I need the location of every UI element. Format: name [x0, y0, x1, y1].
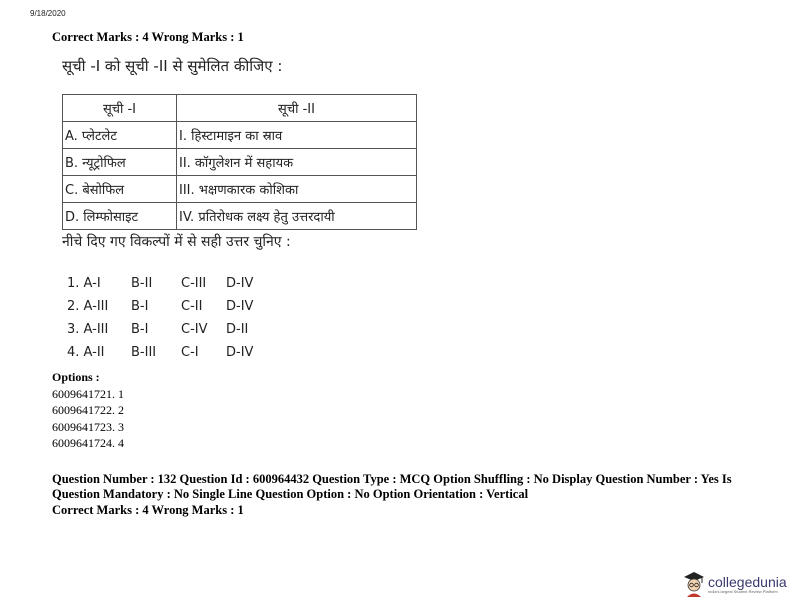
marks-info: Correct Marks : 4 Wrong Marks : 1	[52, 30, 244, 44]
choice-a: 3. A-III	[67, 322, 109, 337]
choice-c: C-II	[181, 299, 203, 314]
list2-cell: III. भक्षणकारक कोशिका	[177, 176, 417, 203]
question-prompt: सूची -I को सूची -II से सुमेलित कीजिए :	[62, 57, 283, 75]
option-item: 6009641724. 4	[52, 436, 124, 450]
choice-c: C-IV	[181, 322, 208, 337]
choice-d: D-IV	[226, 345, 254, 360]
table-row	[63, 122, 417, 149]
table-row	[63, 149, 417, 176]
question-instruction: नीचे दिए गए विकल्पों में से सही उत्तर चुनिए :	[62, 234, 291, 250]
answer-choice	[67, 276, 253, 291]
choice-c: C-III	[181, 276, 207, 291]
marks-info: Correct Marks : 4 Wrong Marks : 1	[52, 503, 244, 517]
options-list	[52, 369, 124, 452]
question-metadata: Question Number : 132 Question Id : 600964432 Question Type : MCQ Option Shuffling : No Display Question Number : Yes Is Question Mandatory : No Single Line Question Option : No Option Orientation : Vertical	[52, 472, 732, 501]
choice-b: B-II	[131, 276, 153, 291]
option-item: 6009641722. 2	[52, 403, 124, 417]
match-table	[62, 94, 417, 230]
choice-d: D-II	[226, 322, 249, 337]
list2-cell: IV. प्रतिरोधक लक्ष्य हेतु उत्तरदायी	[177, 203, 417, 230]
choice-c: C-I	[181, 345, 199, 360]
choice-d: D-IV	[226, 299, 254, 314]
choice-d: D-IV	[226, 276, 254, 291]
table-row	[63, 176, 417, 203]
table-row	[63, 203, 417, 230]
choice-a: 1. A-I	[67, 276, 101, 291]
list1-cell: A. प्लेटलेट	[63, 122, 177, 149]
list2-cell: II. कॉगुलेशन में सहायक	[177, 149, 417, 176]
collegedunia-logo	[682, 570, 787, 598]
answer-choice	[67, 299, 253, 314]
col1-header: सूची -I	[63, 95, 177, 122]
list2-cell: I. हिस्टामाइन का स्राव	[177, 122, 417, 149]
list1-cell: B. न्यूट्रोफिल	[63, 149, 177, 176]
options-label: Options :	[52, 370, 100, 384]
student-mascot-icon	[682, 570, 706, 598]
logo-tagline: India's largest Student Review Platform	[708, 588, 778, 594]
choice-b: B-I	[131, 322, 149, 337]
choice-a: 2. A-III	[67, 299, 109, 314]
logo-name: collegedunia	[708, 573, 787, 590]
answer-choice	[67, 345, 253, 360]
table-header-row	[63, 95, 417, 122]
answer-choice	[67, 322, 248, 337]
option-item: 6009641721. 1	[52, 386, 124, 401]
choice-a: 4. A-II	[67, 345, 105, 360]
option-item: 6009641723. 3	[52, 419, 124, 434]
choice-b: B-III	[131, 345, 157, 360]
list1-cell: D. लिम्फोसाइट	[63, 203, 177, 230]
list1-cell: C. बेसोफिल	[63, 176, 177, 203]
choice-b: B-I	[131, 299, 149, 314]
col2-header: सूची -II	[177, 95, 417, 122]
print-date: 9/18/2020	[30, 9, 66, 18]
